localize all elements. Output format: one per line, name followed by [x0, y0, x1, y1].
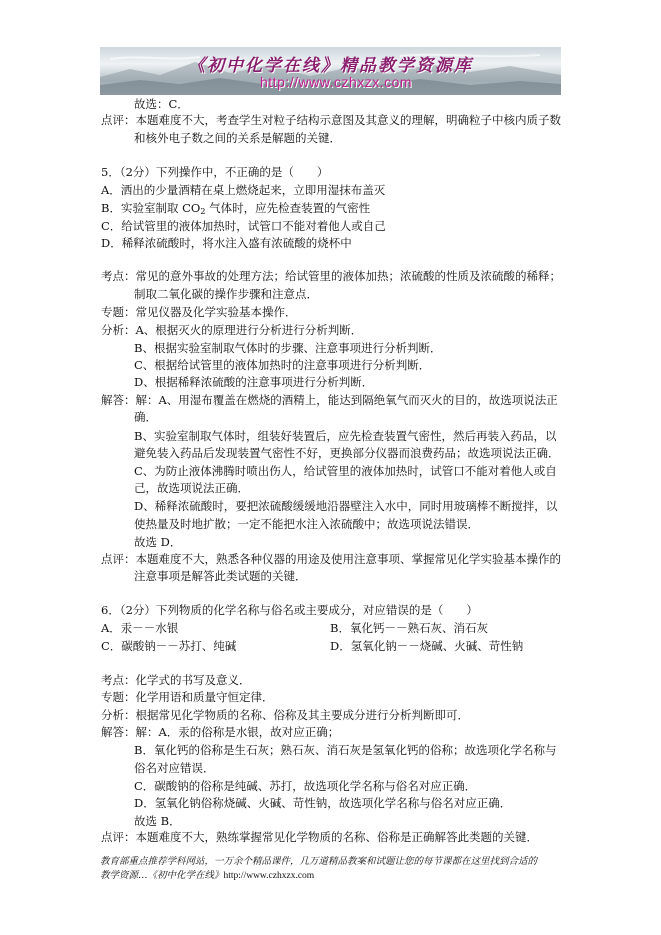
q5-review-line2: 注意事项是解答此类试题的关键． — [134, 569, 307, 583]
banner-title: 《初中化学在线》精品教学资源库 — [188, 56, 473, 76]
q6-jieda-line6: 故选 B． — [134, 814, 181, 828]
q5-jieda-line7: D、稀释浓硫酸时，要把浓硫酸缓缓地沿器壁注入水中，同时用玻璃棒不断搅拌，以 — [134, 499, 558, 513]
q5-jieda-line2: 确． — [134, 410, 157, 424]
q5-option-d: D．稀释浓硫酸时，将水注入盛有浓硫酸的烧杯中 — [101, 236, 352, 250]
q5-jieda-line4: 避免装入药品后发现装置气密性不好，更换部分仪器而浪费药品；故选项说法正确． — [134, 446, 560, 460]
q6-review: 点评：本题难度不大，熟练掌握常见化学物质的名称、俗称是正确解答此类题的关键． — [101, 830, 538, 844]
q5-option-b-sub: 2 — [200, 207, 206, 216]
prev-review-line2: 和核外电子数之间的关系是解题的关键． — [134, 131, 341, 145]
footer-url-link[interactable]: http://www.czhxzx.com — [223, 871, 315, 881]
q5-kaodian-line1: 考点：常见的意外事故的处理方法；给试管里的液体加热；浓硫酸的性质及浓硫酸的稀释； — [101, 269, 561, 283]
footer-line2-text: 教学资源…《初中化学在线》 — [100, 870, 224, 881]
prev-answer: 故选：C． — [134, 97, 189, 111]
q6-jieda-line3: 俗名对应错误． — [134, 761, 215, 775]
q6-kaodian: 考点：化学式的书写及意义． — [101, 673, 251, 687]
q5-fenxi-line4: D、根据稀释浓硫酸的注意事项进行分析判断． — [134, 375, 374, 389]
q5-option-b — [101, 200, 370, 220]
q6-option-d: D．氢氧化钠－－烧碱、火碱、苛性钠 — [330, 639, 524, 653]
q6-zhuanti: 专题：化学用语和质量守恒定律． — [101, 690, 274, 704]
footer-line1: 教育部重点推荐学科网站，一万余个精品课件，几万道精品教案和试题让您的每节课都在这里找到合适的 — [100, 856, 538, 867]
q5-stem: 5．（2分）下列操作中，不正确的是（ ） — [101, 165, 329, 179]
q5-fenxi-line3: C、根据给试管里的液体加热时的注意事项进行分析判断． — [134, 358, 431, 372]
q6-jieda-line5: D．氢氧化钠俗称烧碱、火碱、苛性钠，故选项化学名称与俗名对应正确． — [134, 796, 512, 810]
q6-jieda-line1: 解答：解：A．汞的俗称是水银，故对应正确； — [101, 725, 340, 739]
q6-stem: 6．（2分）下列物质的化学名称与俗名或主要成分，对应错误的是（ ） — [101, 603, 478, 617]
q5-review-line1: 点评：本题难度不大，熟悉各种仪器的用途及使用注意事项、掌握常见化学实验基本操作的 — [101, 552, 561, 566]
q5-jieda-line5: C、为防止液体沸腾时喷出伤人，给试管里的液体加热时，试管口不能对着他人或自 — [134, 464, 557, 478]
q5-option-c: C．给试管里的液体加热时，试管口不能对着他人或自己 — [101, 219, 386, 233]
footer-line2 — [100, 869, 570, 883]
prev-review-line1: 点评：本题难度不大，考查学生对粒子结构示意图及其意义的理解，明确粒子中核内质子数 — [101, 113, 561, 127]
q5-jieda-line8: 使热量及时地扩散；一定不能把水注入浓硫酸中；故选项说法错误． — [134, 517, 479, 531]
q5-jieda-line3: B、实验室制取气体时，组装好装置后，应先检查装置气密性，然后再装入药品，以 — [134, 429, 557, 443]
q5-kaodian-line2: 制取二氧化碳的操作步骤和注意点． — [134, 287, 318, 301]
q5-option-b-post: 气体时，应先检查装置的气密性 — [205, 201, 371, 215]
q6-option-a: A．汞－－水银 — [101, 621, 179, 635]
q5-zhuanti: 专题：常见仪器及化学实验基本操作． — [101, 305, 297, 319]
q5-fenxi-line1: 分析：A、根据灭火的原理进行分析进行分析判断． — [101, 323, 363, 337]
q6-option-c: C．碳酸钠－－苏打、纯碱 — [101, 639, 237, 653]
q6-fenxi: 分析：根据常见化学物质的名称、俗称及其主要成分进行分析判断即可． — [101, 708, 469, 722]
page-footer — [100, 855, 570, 883]
q5-option-a: A．洒出的少量酒精在桌上燃烧起来，立即用湿抹布盖灭 — [101, 183, 386, 197]
banner-url[interactable]: http://www.czhxzx.com — [260, 74, 413, 90]
q5-fenxi-line2: B、根据实验室制取气体时的步骤、注意事项进行分析判断． — [134, 341, 442, 355]
q6-jieda-line2: B．氧化钙的俗称是生石灰；熟石灰、消石灰是氢氧化钙的俗称；故选项化学名称与 — [134, 743, 557, 757]
header-banner — [100, 47, 561, 95]
q5-jieda-line9: 故选 D． — [134, 535, 182, 549]
q6-jieda-line4: C．碳酸钠的俗称是纯碱、苏打，故选项化学名称与俗名对应正确． — [134, 779, 477, 793]
q5-option-b-pre: B．实验室制取 CO — [101, 201, 201, 215]
q5-jieda-line6: 己，故选项说法正确． — [134, 481, 249, 495]
q5-jieda-line1: 解答：解：A、用湿布覆盖在燃烧的酒精上，能达到隔绝氧气而灭火的目的，故选项说法正 — [101, 393, 558, 407]
q6-option-b: B．氧化钙－－熟石灰、消石灰 — [330, 621, 488, 635]
